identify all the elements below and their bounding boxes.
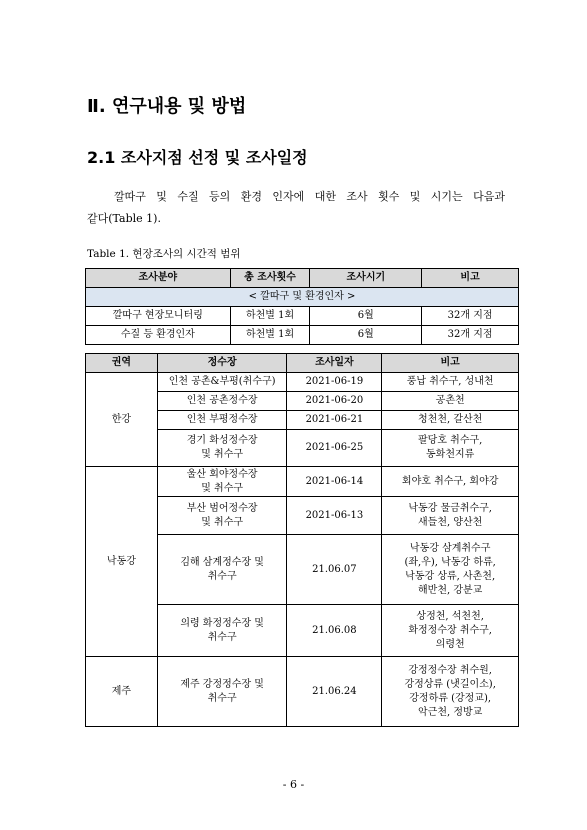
table-band-row: < 깔따구 및 환경인자 >: [86, 288, 519, 307]
table-header-cell: 비고: [422, 269, 519, 288]
date-cell: 21.06.08: [287, 605, 382, 657]
plant-cell: 인천 공촌정수장: [157, 392, 287, 411]
plant-line: 김해 삼계정수장 및: [180, 556, 264, 568]
note-line: 동화천지류: [426, 449, 475, 460]
table-row: [86, 326, 519, 345]
plant-line: 및 취수구: [201, 449, 244, 460]
plant-line: 의령 화정정수장 및: [180, 617, 264, 629]
note-cell: 공촌천: [382, 392, 519, 411]
note-cell: [382, 535, 519, 605]
note-line: 새들천, 양산천: [418, 516, 483, 528]
table-header-cell: 총 조사횟수: [230, 269, 310, 288]
table-caption: Table 1. 현장조사의 시간적 범위: [87, 248, 241, 260]
table-header-cell: 권역: [86, 354, 158, 373]
date-cell: 2021-06-14: [287, 467, 382, 497]
table-row: [86, 307, 519, 326]
note-line: 낙동강 물금취수구,: [408, 502, 492, 514]
plant-line: 제주 강정정수장 및: [180, 678, 264, 690]
note-line: 낙동강 삼계취수구: [409, 542, 491, 554]
note-line: 강정정수장 취수원,: [408, 664, 492, 676]
plant-line: 취수구: [207, 631, 237, 643]
note-line: 팔당호 취수구,: [418, 435, 483, 446]
table-header-cell: 조사시기: [310, 269, 422, 288]
table-cell: 깔따구 현장모니터링: [86, 307, 231, 326]
note-line: 상정천, 석천천,: [416, 610, 484, 622]
date-cell: 2021-06-13: [287, 497, 382, 535]
table-cell: 하천별 1회: [230, 326, 310, 345]
note-line: 강정하류 (강정교),: [409, 692, 492, 704]
plant-line: 및 취수구: [201, 482, 244, 494]
date-cell: 2021-06-19: [287, 373, 382, 392]
plant-line: 울산 회야정수장: [186, 468, 258, 480]
water-plant-schedule-table: [85, 353, 519, 727]
note-cell: [382, 430, 519, 467]
note-cell: [382, 605, 519, 657]
note-cell: 청천천, 갈산천: [382, 411, 519, 430]
plant-line: 및 취수구: [201, 516, 244, 528]
note-cell: 회야호 취수구, 회야강: [382, 467, 519, 497]
note-cell: [382, 657, 519, 727]
table-row: [86, 657, 519, 727]
table-header-cell: 조사일자: [287, 354, 382, 373]
paragraph-line-2: 같다(Table 1).: [87, 212, 161, 225]
table-cell: 하천별 1회: [230, 307, 310, 326]
table-header-cell: 정수장: [157, 354, 287, 373]
table-header-cell: 비고: [382, 354, 519, 373]
date-cell: 2021-06-20: [287, 392, 382, 411]
note-line: 해반천, 강분교: [418, 584, 483, 596]
table-header-cell: 조사분야: [86, 269, 231, 288]
table-row: [86, 373, 519, 392]
region-cell: 낙동강: [86, 467, 158, 657]
region-cell: 한강: [86, 373, 158, 467]
paragraph-line-1: 깔따구 및 수질 등의 환경 인자에 대한 조사 횟수 및 시기는 다음과: [114, 190, 505, 203]
table-cell: 32개 지점: [422, 326, 519, 345]
note-cell: 풍납 취수구, 성내천: [382, 373, 519, 392]
body-paragraph: [87, 186, 505, 230]
plant-cell: 인천 공촌&부평(취수구): [157, 373, 287, 392]
note-line: (좌,우), 낙동강 하류,: [404, 556, 496, 568]
plant-cell: 인천 부평정수장: [157, 411, 287, 430]
note-line: 화정정수장 취수구,: [408, 624, 492, 636]
plant-cell: [157, 430, 287, 467]
subsection-heading: 2.1 조사지점 선정 및 조사일정: [87, 148, 308, 167]
note-line: 낙동강 상류, 사촌천,: [405, 570, 496, 582]
date-cell: 2021-06-21: [287, 411, 382, 430]
section-heading: Ⅱ. 연구내용 및 방법: [87, 96, 247, 117]
date-cell: 21.06.24: [287, 657, 382, 727]
plant-cell: [157, 467, 287, 497]
note-cell: [382, 497, 519, 535]
plant-line: 경기 화성정수장: [186, 435, 258, 446]
page-number: - 6 -: [282, 778, 305, 791]
note-line: 의령천: [435, 638, 465, 650]
table-cell: 수질 등 환경인자: [86, 326, 231, 345]
survey-period-table: [85, 268, 519, 345]
table-cell: 6월: [310, 326, 422, 345]
table-row: [86, 467, 519, 497]
plant-line: 부산 범어정수장: [186, 502, 258, 514]
table-cell: 6월: [310, 307, 422, 326]
plant-line: 취수구: [207, 570, 237, 582]
region-cell: 제주: [86, 657, 158, 727]
plant-line: 취수구: [207, 692, 237, 704]
plant-cell: [157, 605, 287, 657]
date-cell: 21.06.07: [287, 535, 382, 605]
plant-cell: [157, 657, 287, 727]
plant-cell: [157, 535, 287, 605]
note-line: 악근천, 정방교: [418, 706, 483, 718]
table-cell: 32개 지점: [422, 307, 519, 326]
plant-cell: [157, 497, 287, 535]
note-line: 강정상류 (냇길이소),: [404, 678, 496, 690]
date-cell: 2021-06-25: [287, 430, 382, 467]
